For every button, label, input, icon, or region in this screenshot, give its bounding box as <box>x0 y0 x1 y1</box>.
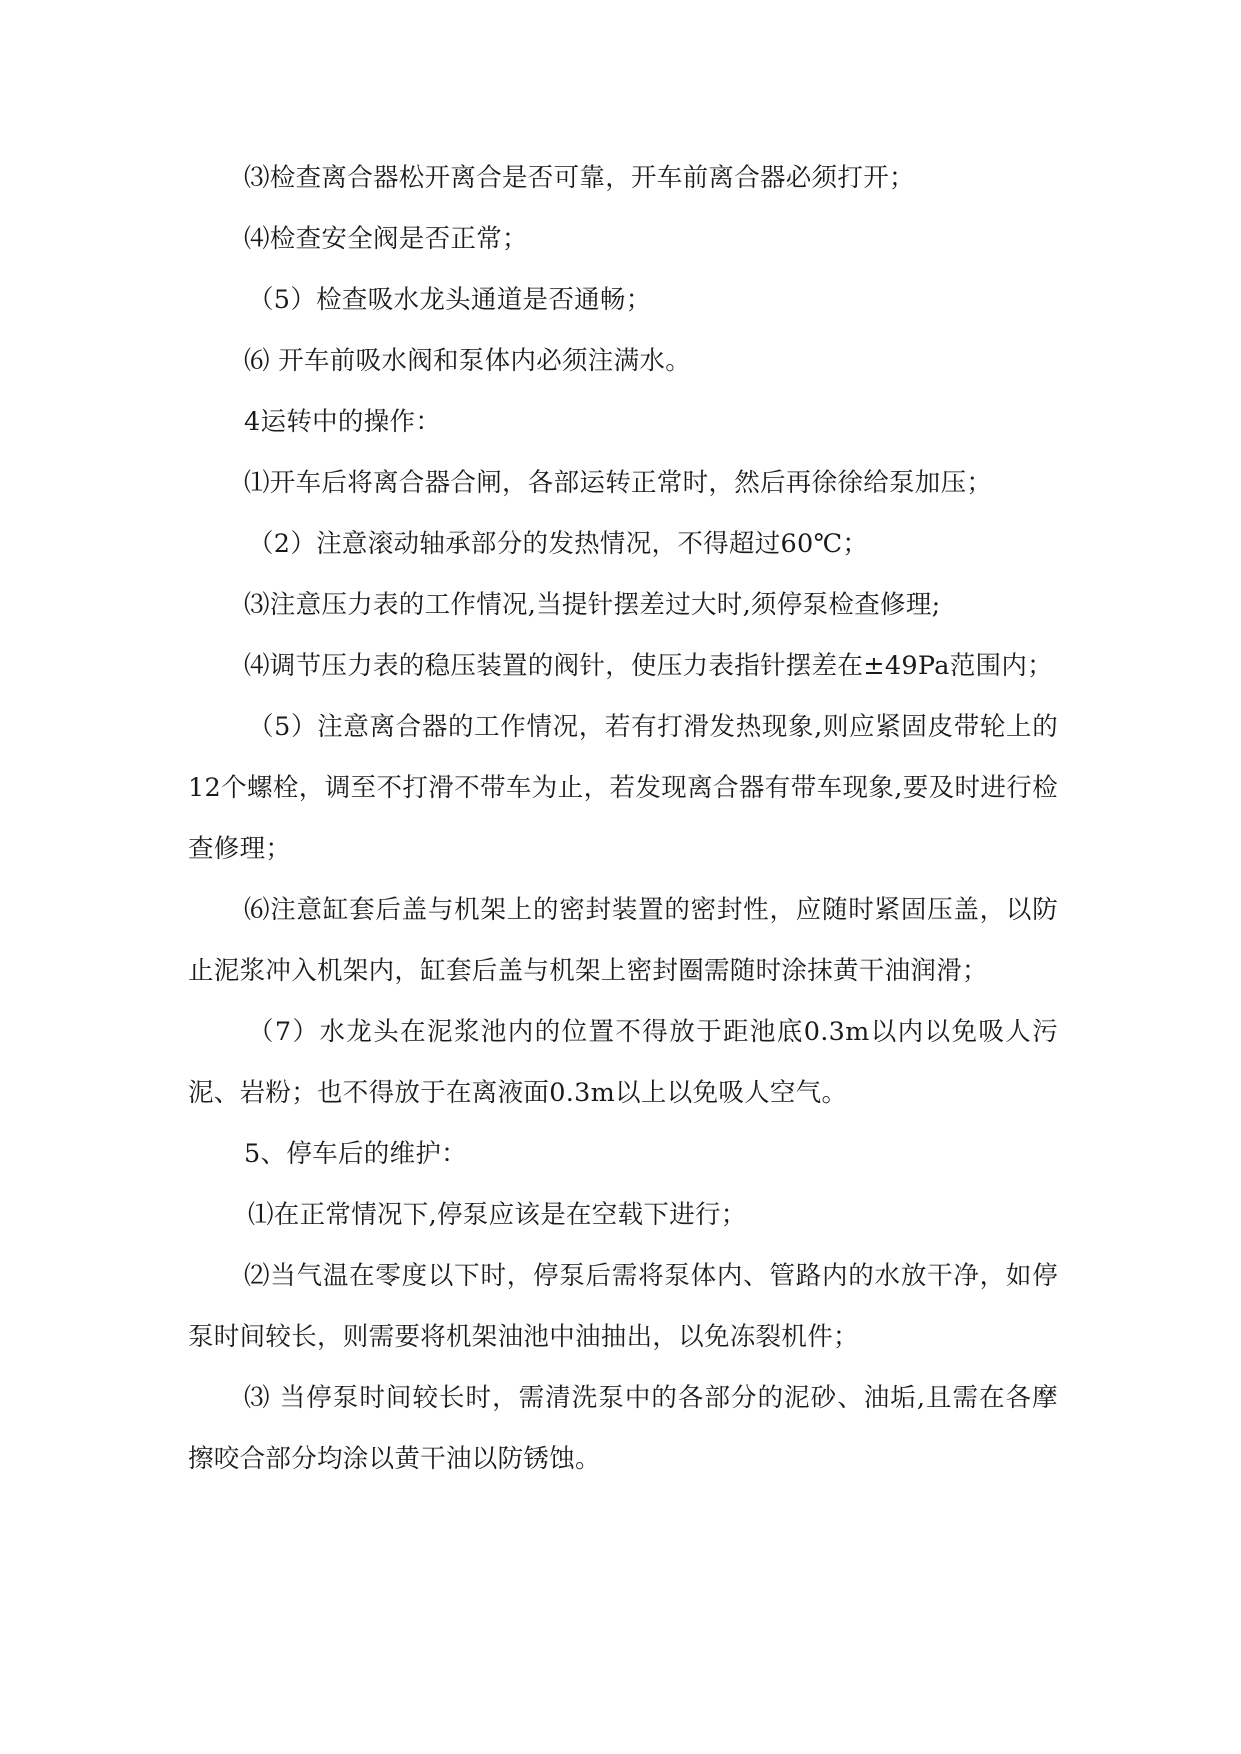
paragraph-no-load-stop: ⑴在正常情况下,停泵应该是在空载下进行； <box>248 1200 747 1230</box>
paragraph-engage-clutch: ⑴开车后将离合器合闸，各部运转正常时，然后再徐徐给泵加压； <box>244 468 993 498</box>
paragraph-hose-position: （7）水龙头在泥浆池内的位置不得放于距池底0.3m以内以免吸人污泥、岩粉；也不得放于在离液面0.3m以上以免吸人空气。 <box>188 1017 1058 1108</box>
paragraph-check-clutch: ⑶检查离合器松开离合是否可靠，开车前离合器必须打开； <box>244 163 915 193</box>
paragraph-pressure-gauge: ⑶注意压力表的工作情况,当提针摆差过大时,须停泵检查修理; <box>244 590 941 620</box>
section-heading-operation: 4运转中的操作： <box>244 407 442 437</box>
paragraph-fill-water: ⑹ 开车前吸水阀和泵体内必须注满水。 <box>244 346 692 376</box>
paragraph-freezing-protection: ⑵当气温在零度以下时，停泵后需将泵体内、管路内的水放干净，如停泵时间较长，则需要将机架油池中油抽出，以免冻裂机件； <box>188 1261 1058 1352</box>
paragraph-cleaning-grease: ⑶ 当停泵时间较长时，需清洗泵中的各部分的泥砂、油垢,且需在各摩擦咬合部分均涂以黄干油以防锈蚀。 <box>188 1383 1058 1474</box>
section-heading-maintenance: 5、停车后的维护： <box>244 1139 467 1169</box>
paragraph-clutch-slipping: （5）注意离合器的工作情况，若有打滑发热现象,则应紧固皮带轮上的12个螺栓，调至不打滑不带车为止，若发现离合器有带车现象,要及时进行检查修理； <box>188 712 1058 864</box>
paragraph-bearing-temperature: （2）注意滚动轴承部分的发热情况，不得超过60℃； <box>248 529 869 559</box>
paragraph-check-suction-hose: （5）检查吸水龙头通道是否通畅； <box>248 285 652 315</box>
paragraph-check-safety-valve: ⑷检查安全阀是否正常； <box>244 224 528 254</box>
paragraph-valve-needle: ⑷调节压力表的稳压装置的阀针，使压力表指针摆差在±49Pa范围内； <box>244 651 1053 681</box>
document-body <box>188 148 1058 1490</box>
paragraph-seal-gland: ⑹注意缸套后盖与机架上的密封装置的密封性，应随时紧固压盖，以防止泥浆冲入机架内，缸套后盖与机架上密封圈需随时涂抹黄干油润滑； <box>188 895 1058 986</box>
